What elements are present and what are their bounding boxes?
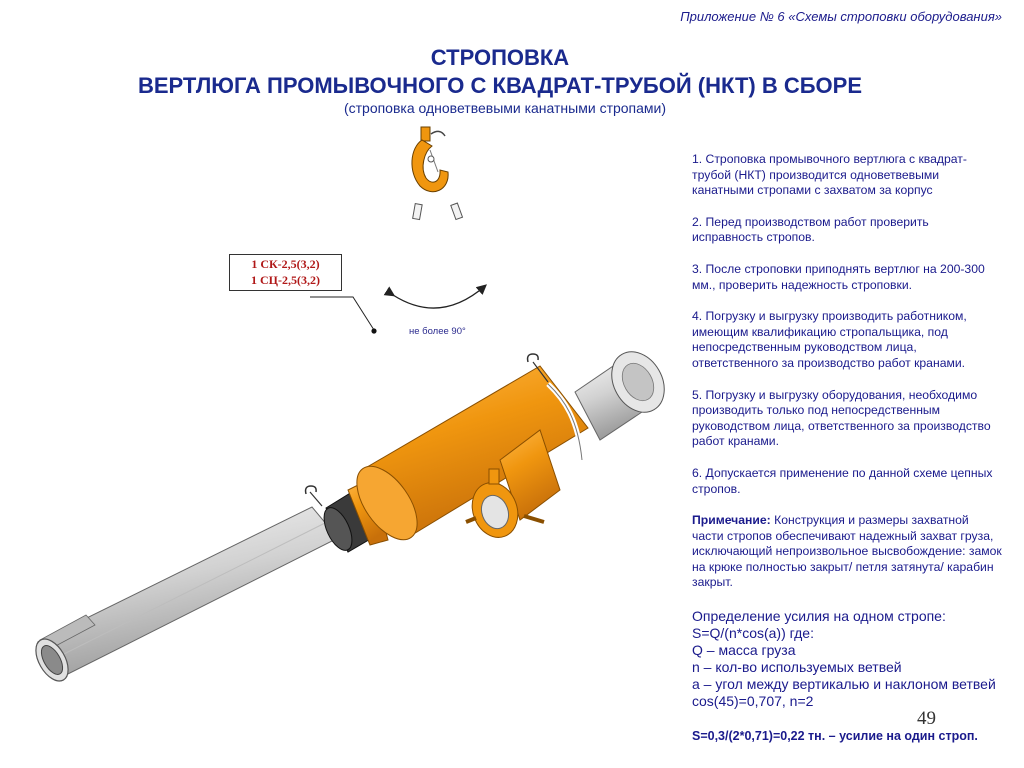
note-text: Конструкция и размеры захватной части стропов обеспечивают надежный захват груза, исключающий непроизвольное высвобождение: замок на крюке полностью закрыт/ петля затянута/ карабин закрыт.: [692, 513, 1002, 590]
page-subtitle: (строповка одноветвевыми канатными стропами): [343, 100, 667, 116]
sling-end-right: [451, 203, 463, 219]
swivel-body: [345, 366, 588, 550]
note-heading: Примечание:: [692, 513, 771, 528]
formula-line: Q – масса груза: [692, 642, 796, 659]
angle-arc: [393, 286, 485, 308]
formula-line: a – угол между вертикалью и наклоном ветвей: [692, 676, 996, 693]
instruction-item: 1. Строповка промывочного вертлюга с квадрат-трубой (НКТ) производится одноветвевыми канатными стропами с захватом за корпус: [692, 152, 967, 198]
force-formula: [692, 608, 1002, 710]
title-line-1: СТРОПОВКА: [430, 45, 570, 70]
formula-line: n – кол-во используемых ветвей: [692, 659, 902, 676]
appendix-header: Приложение № 6 «Схемы строповки оборудования»: [680, 9, 1002, 24]
label-leader-line: [310, 297, 374, 330]
instruction-item: 3. После строповки приподнять вертлюг на 200-300 мм., проверить надежность строповки.: [692, 261, 985, 292]
carabiner-hook-left-icon: [306, 486, 322, 506]
instruction-item: 2. Перед производством работ проверить исправность стропов.: [692, 214, 929, 245]
sling-spec-label: [229, 254, 342, 291]
right-pipe-end: [575, 342, 675, 440]
formula-line: S=Q/(n*cos(a)) где:: [692, 625, 814, 642]
instruction-item: 6. Допускается применение по данной схеме цепных стропов.: [692, 465, 993, 496]
sling-end-left: [413, 204, 422, 220]
note-paragraph: [692, 513, 1002, 591]
title-line-2: ВЕРТЛЮГА ПРОМЫВОЧНОГО С КВАДРАТ-ТРУБОЙ (НКТ) В СБОРЕ: [137, 73, 862, 98]
sling-spec-line-1: 1 СК-2,5(3,2): [251, 257, 320, 271]
page-number: 49: [917, 708, 936, 729]
kelly-pipe: [29, 507, 338, 686]
formula-line: cos(45)=0,707, n=2: [692, 693, 814, 710]
sling-spec-line-2: 1 СЦ-2,5(3,2): [251, 273, 320, 287]
instruction-item: 5. Погрузку и выгрузку оборудования, необходимо производить только под непосредственным руководством лица, ответственного за производство работ кранами.: [692, 387, 991, 449]
instructions-panel: [692, 152, 1002, 710]
angle-limit-label: не более 90°: [409, 326, 466, 337]
formula-result: S=0,3/(2*0,71)=0,22 тн. – усилие на один строп.: [692, 729, 978, 743]
crane-hook-icon: [412, 127, 448, 192]
leader-dot: [371, 328, 376, 333]
formula-heading: Определение усилия на одном стропе:: [692, 608, 946, 625]
instruction-item: 4. Погрузку и выгрузку производить работником, имеющим квалификацию стропальщика, под непосредственным руководством лица, ответственного за производство работ кранами.: [692, 309, 967, 370]
